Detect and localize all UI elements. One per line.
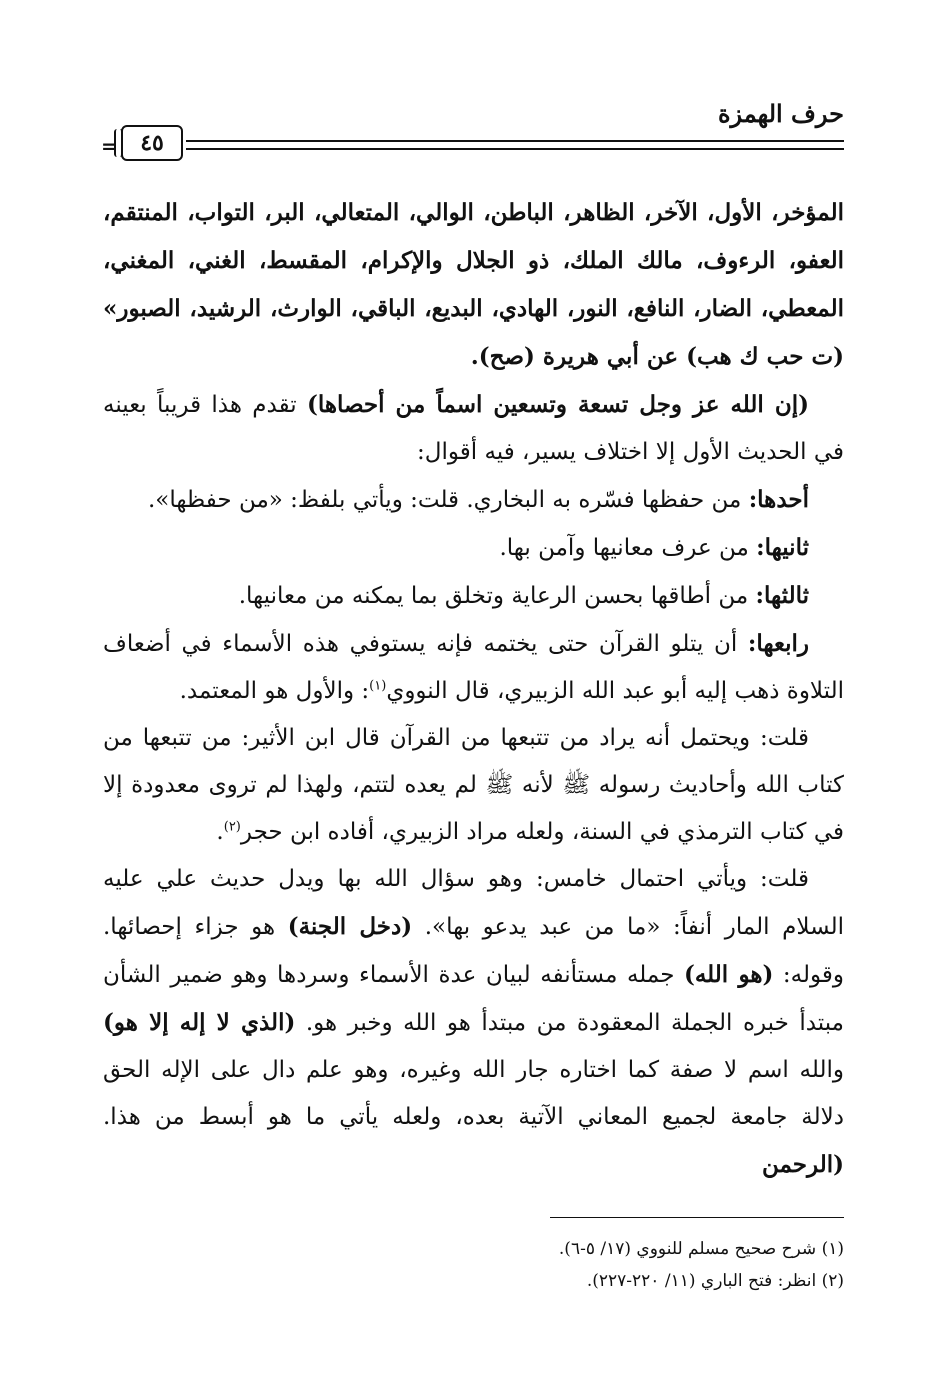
paragraph-names-list: المؤخر، الأول، الآخر، الظاهر، الباطن، الوالي، المتعالي، البر، التواب، المنتقم، العفو، الرءوف، مالك الملك، ذو الجلال والإكرام، المقسط، الغني، المغني، المعطي، الضار، النافع، النور، الهادي، البديع، الباقي، الوارث، الرشيد، الصبور» (ت حب ك هب) عن أبي هريرة (صح).: [103, 199, 844, 370]
header-rule: [186, 140, 844, 142]
footnote-separator: [550, 1217, 844, 1218]
paragraph-fifth-possibility: قلت: ويأتي احتمال خامس: وهو سؤال الله بها ويدل حديث علي عليه السلام المار أنفاً: «ما من عبد يدعو بها». (دخل الجنة) هو جزاء إحصائها. وقوله: (هو الله) جمله مستأنفه لبيان عدة الأسماء وسردها وهو ضمير الشأن مبتدأ خبره الجملة المعقودة من مبتدأ هو الله وخبر هو. (الذي لا إله إلا هو) والله اسم لا صفة كما اختاره جار الله وغيره، وهو علم دال على الإله الحق دلالة جامعة لجميع المعاني الآتية بعده، ولعله يأتي ما هو أبسط من هذا. (الرحمن: [103, 866, 844, 1178]
paragraph-ibn-athir: قلت: ويحتمل أنه يراد من تتبعها من القرآن قال ابن الأثير: من تتبعها من كتاب الله وأحاديث رسوله ﷺ لأنه ﷺ لم يعده لتتم، ولهذا لم تروى معدودة إلا في كتاب الترمذي في السنة، ولعله مراد الزبيري، أفاده ابن حجر$^{(٢)}$.: [103, 725, 844, 845]
footnote-2: (٢) انظر: فتح الباري (١١/ ٢٢٠-٢٢٧).: [586, 1271, 844, 1291]
hadith-quote: (إن الله عز وجل تسعة وتسعين اسماً من أحصاها): [306, 391, 809, 418]
page-number: ٤٥: [121, 125, 183, 161]
opinion-third: ثالثها: من أطاقها بحسن الرعاية وتخلق بما يمكنه من معانيها.: [238, 582, 809, 609]
paragraph-hadith: (إن الله عز وجل تسعة وتسعين اسماً من أحصاها) تقدم هذا قريباً بعينه في الحديث الأول إلا اختلاف يسير، فيه أقوال:: [103, 391, 844, 465]
chapter-title: حرف الهمزة: [717, 99, 844, 128]
footnote-ref-2[interactable]: (٢): [223, 819, 241, 835]
main-text: [103, 189, 844, 1189]
opinion-second: ثانيها: من عرف معانيها وآمن بها.: [499, 534, 809, 561]
opinion-first: أحدها: من حفظها فسّره به البخاري. قلت: ويأتي بلفظ: «من حفظها».: [147, 486, 809, 513]
footnotes: [300, 1233, 844, 1297]
footnote-ref-1[interactable]: (١): [369, 678, 387, 694]
footnote-1: (١) شرح صحيح مسلم للنووي (١٧/ ٥-٦).: [558, 1239, 844, 1259]
opinion-fourth: رابعها: أن يتلو القرآن حتى يختمه فإنه يستوفي هذه الأسماء في أضعاف التلاوة ذهب إليه أبو عبد الله الزبيري، قال النووي$^{(١)}$: والأول هو المعتمد.: [103, 630, 844, 704]
header-ornament: =: [101, 134, 118, 158]
header-rule-lower: [186, 148, 844, 150]
